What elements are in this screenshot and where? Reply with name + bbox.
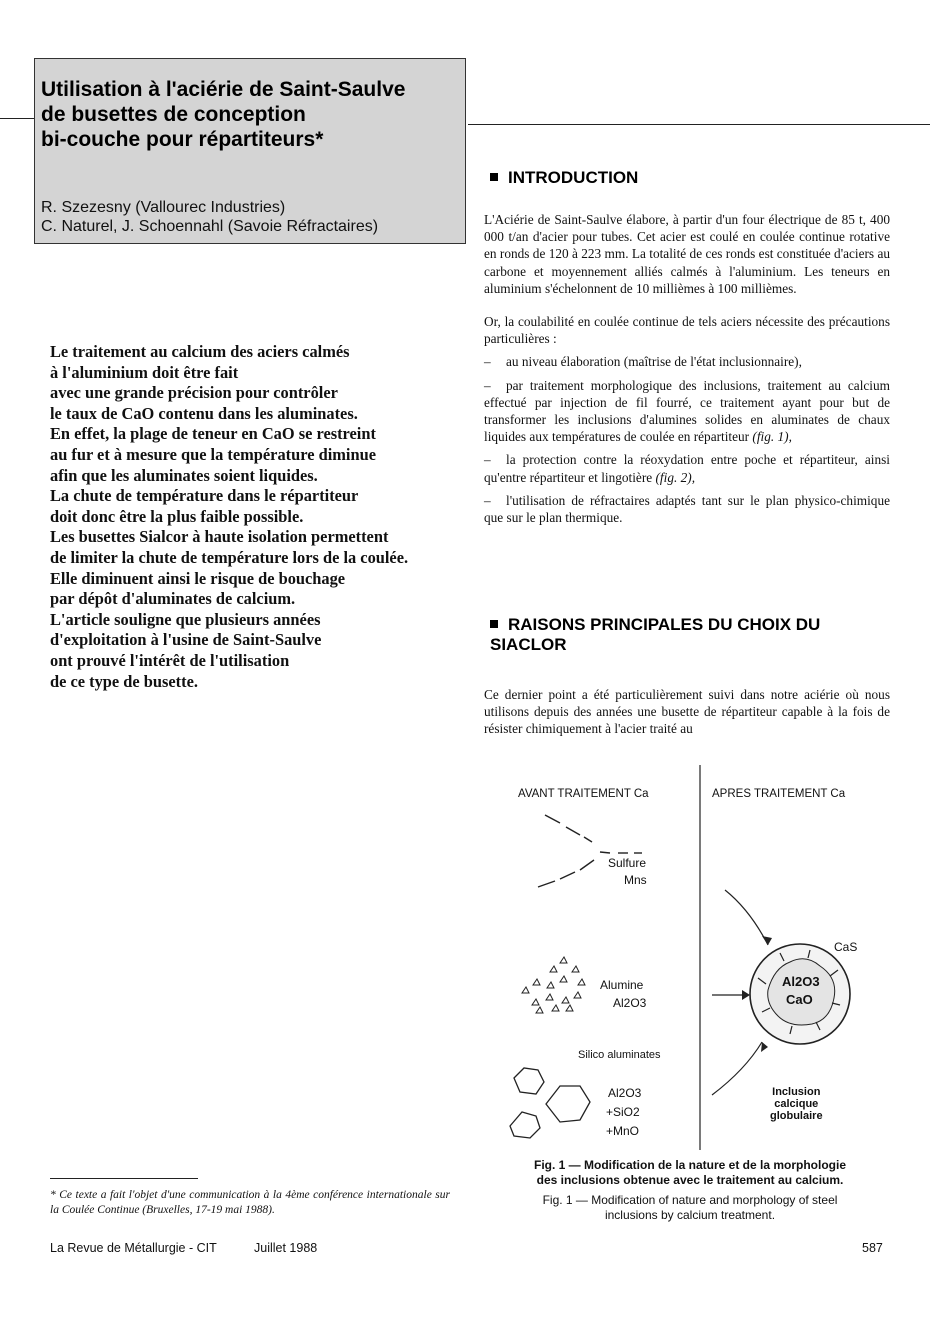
fig-left-header: AVANT TRAITEMENT Ca xyxy=(518,788,649,800)
title-box xyxy=(34,58,466,244)
abstract-line: Le traitement au calcium des aciers calmés xyxy=(50,342,350,361)
fig-label-core-cao: CaO xyxy=(786,992,813,1007)
bullet-square-icon xyxy=(490,173,498,181)
figure-caption-en: Fig. 1 — Modification of nature and morphology of steel inclusions by calcium treatment. xyxy=(542,1193,838,1222)
fig-label-sulfure: Sulfure xyxy=(608,856,647,870)
abstract-line: de limiter la chute de température lors de la coulée. xyxy=(50,547,409,567)
header-rule-left xyxy=(0,118,34,119)
abstract-line: L'article souligne que plusieurs années xyxy=(50,609,321,629)
footnote: * Ce texte a fait l'objet d'une communication à la 4ème conférence internationale sur la Coulée Continue (Bruxelles, 17-19 mai 1988). xyxy=(50,1189,450,1216)
abstract-line: afin que les aluminates soient liquides. xyxy=(50,465,318,485)
figure-drawing xyxy=(500,760,900,1160)
author-line: R. Szezesny (Vallourec Industries) xyxy=(41,199,286,216)
fig-label-alumine: Alumine xyxy=(600,978,644,992)
fig-label-silico-al2o3: Al2O3 xyxy=(608,1086,642,1100)
fig-label-silico: Silico aluminates xyxy=(578,1049,661,1061)
abstract-line: ont prouvé l'intérêt de l'utilisation xyxy=(50,650,290,670)
list-item: – par traitement morphologique des inclusions, traitement au calcium effectué par injection de fil fourré, ce traitement ayant pour but de transformer les inclusions d'alumines solides en aluminates de chaux liquides aux températures de coulée en répartiteur (fig. 1), xyxy=(484,377,890,445)
introduction-body xyxy=(484,211,890,532)
figure-1 xyxy=(500,760,900,1160)
raisons-body xyxy=(484,686,890,744)
footer-journal: La Revue de Métallurgie - CIT xyxy=(50,1241,217,1255)
title-line: de busettes de conception xyxy=(41,103,306,126)
page-number: 587 xyxy=(862,1241,883,1255)
abstract xyxy=(50,342,430,692)
section-heading-introduction: INTRODUCTION xyxy=(490,168,638,188)
footer-date: Juillet 1988 xyxy=(254,1241,318,1255)
abstract-line: En effet, la plage de teneur en CaO se restreint xyxy=(50,424,376,444)
list-item: – l'utilisation de réfractaires adaptés tant sur le plan physico-chimique que sur le plan thermique. xyxy=(484,492,890,526)
fig-label-cas: CaS xyxy=(834,940,858,954)
list-item: – la protection contre la réoxydation entre poche et répartiteur, ainsi qu'entre répartiteur et lingotière (fig. 2), xyxy=(484,452,890,485)
abstract-line: avec une grande précision pour contrôler xyxy=(50,383,338,403)
abstract-line: Les busettes Sialcor à haute isolation permettent xyxy=(50,527,389,547)
author-line: C. Naturel, J. Schoennahl (Savoie Réfractaires) xyxy=(41,218,379,235)
abstract-line: le taux de CaO contenu dans les aluminates. xyxy=(50,403,358,423)
footnote-rule xyxy=(50,1178,198,1179)
bullet-square-icon xyxy=(490,620,498,628)
abstract-line: d'exploitation à l'usine de Saint-Saulve xyxy=(50,630,322,650)
fig-label-mns: Mns xyxy=(624,873,647,887)
abstract-line: La chute de température dans le répartiteur xyxy=(50,486,359,506)
header-rule-right xyxy=(468,124,930,125)
fig-label-mno: +MnO xyxy=(606,1124,640,1138)
figure-caption-fr: Fig. 1 — Modification de la nature et de la morphologie des inclusions obtenue avec le traitement au calcium. xyxy=(533,1158,847,1187)
fig-label-inclusion: Inclusion calcique globulaire xyxy=(770,1086,823,1122)
paragraph: Or, la coulabilité en coulée continue de tels aciers nécessite des précautions particulières : xyxy=(484,314,890,347)
article-title xyxy=(41,77,465,152)
title-line: bi-couche pour répartiteurs* xyxy=(41,128,324,151)
section-heading-raisons: RAISONS PRINCIPALES DU CHOIX DU SIACLOR xyxy=(490,615,821,654)
abstract-line: doit donc être la plus faible possible. xyxy=(50,506,304,526)
abstract-line: Elle diminuent ainsi le risque de bouchage xyxy=(50,568,346,588)
authors xyxy=(41,198,465,236)
fig-label-al2o3: Al2O3 xyxy=(613,996,647,1010)
title-line: Utilisation à l'aciérie de Saint-Saulve xyxy=(41,78,406,101)
fig-label-sio2: +SiO2 xyxy=(606,1105,640,1119)
fig-label-core-al2o3: Al2O3 xyxy=(782,974,820,989)
paragraph: L'Aciérie de Saint-Saulve élabore, à partir d'un four électrique de 85 t, 400 000 t/an d'acier pour tubes. Cet acier est coulé en coulée continue rotative en ronds de 120 à 223 mm. La totalité de ces ronds est constituée d'aciers au carbone et moyennement alliés calmés à l'aluminium. Les teneurs en aluminium s'échelonnent de 10 millièmes à 100 millièmes. xyxy=(484,212,890,296)
abstract-line: au fur et à mesure que la température diminue xyxy=(50,444,376,464)
abstract-line: de ce type de busette. xyxy=(50,671,198,691)
abstract-line: à l'aluminium doit être fait xyxy=(50,362,239,382)
paragraph: Ce dernier point a été particulièrement suivi dans notre aciérie où nous utilisons depuis des années une busette de répartiteur capable à la fois de résister chimiquement à l'acier traité au xyxy=(484,687,890,737)
abstract-line: par dépôt d'aluminates de calcium. xyxy=(50,589,296,609)
list-item: – au niveau élaboration (maîtrise de l'état inclusionnaire), xyxy=(484,354,802,370)
fig-right-header: APRES TRAITEMENT Ca xyxy=(712,788,846,800)
